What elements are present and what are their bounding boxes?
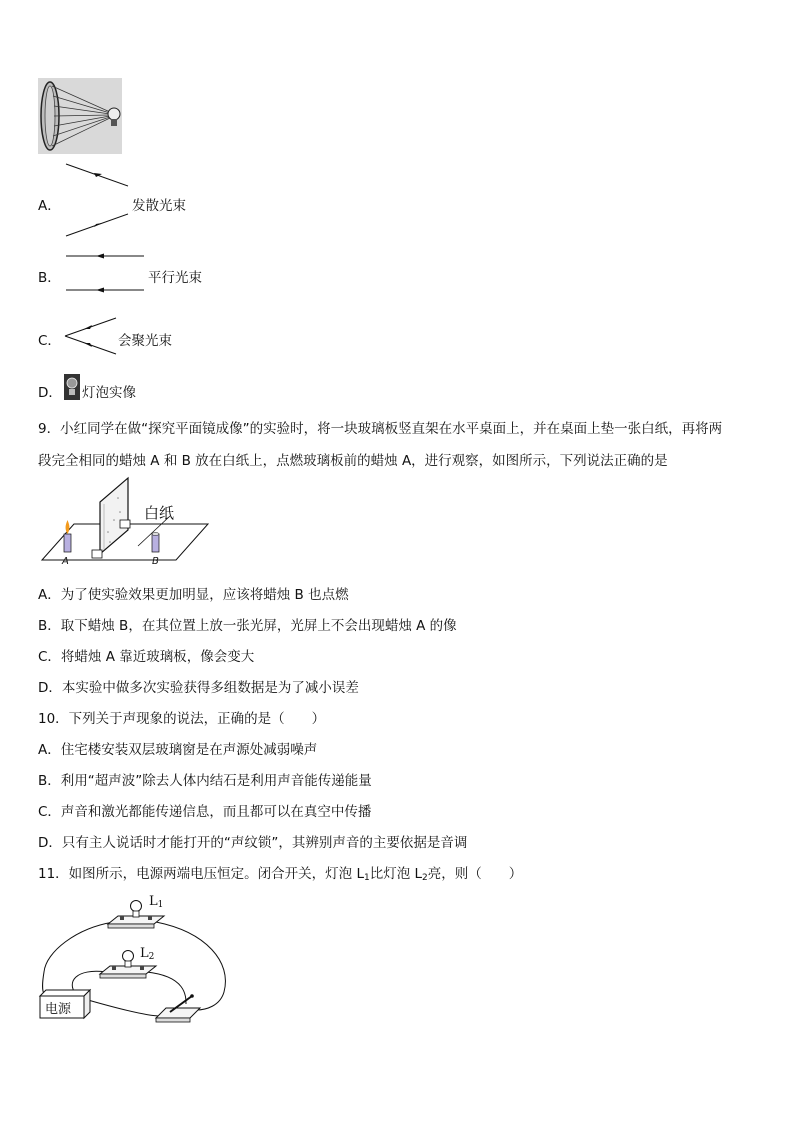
- converging-rays-diagram: [62, 316, 122, 356]
- q8-option-b-label: 平行光束: [148, 270, 202, 286]
- q11-stem-sub-1: 1: [364, 873, 370, 883]
- q9-option-c: C．将蜡烛 A 靠近玻璃板，像会变大: [38, 649, 255, 665]
- diverging-rays-diagram: [64, 162, 134, 240]
- q10-option-d: D．只有主人说话时才能打开的“声纹锁”，其辨别声音的主要依据是音调: [38, 835, 468, 851]
- q9-option-d: D．本实验中做多次实验获得多组数据是为了减小误差: [38, 680, 359, 696]
- q10-option-b: B．利用“超声波”除去人体内结石是利用声音能传递能量: [38, 773, 372, 789]
- q11-stem-middle: 比灯泡 L: [369, 866, 423, 882]
- q9-option-b: B．取下蜡烛 B，在其位置上放一张光屏，光屏上不会出现蜡烛 A 的像: [38, 618, 457, 634]
- mirror-experiment-figure: [38, 472, 248, 572]
- q8-option-a-letter: A．: [38, 198, 61, 214]
- circuit-figure: [36, 892, 236, 1026]
- bulb-image-icon: [64, 374, 80, 400]
- q9-stem-line-2: 段完全相同的蜡烛 A 和 B 放在白纸上，点燃玻璃板前的蜡烛 A，进行观察，如图所示，下列说法正确的是: [38, 453, 668, 469]
- figure-label-candle-a: A: [62, 556, 69, 567]
- q8-option-d-label: 灯泡实像: [82, 385, 136, 401]
- figure-label-l1-sub: 1: [157, 900, 164, 910]
- q10-stem: 10．下列关于声现象的说法，正确的是（ ）: [38, 711, 326, 727]
- figure-label-paper: 白纸: [144, 504, 175, 522]
- lens-bulb-figure: [38, 78, 122, 154]
- q11-stem-suffix: 亮，则（ ）: [427, 866, 523, 882]
- q11-stem-prefix: 11．如图所示，电源两端电压恒定。闭合开关，灯泡 L: [38, 866, 364, 882]
- q11-stem: [38, 862, 522, 883]
- q8-option-c-letter: C．: [38, 333, 61, 349]
- q8-option-b-letter: B．: [38, 270, 61, 286]
- figure-label-l1: [149, 894, 163, 910]
- figure-label-candle-b: B: [152, 556, 159, 567]
- q9-option-a: A．为了使实验效果更加明显，应该将蜡烛 B 也点燃: [38, 587, 349, 603]
- q10-option-c: C．声音和激光都能传递信息，而且都可以在真空中传播: [38, 804, 372, 820]
- figure-label-power: 电源: [45, 1002, 72, 1017]
- mirror-experiment-diagram: [38, 472, 248, 572]
- q8-option-c-label: 会聚光束: [118, 333, 172, 349]
- figure-label-l2: [140, 946, 154, 962]
- figure-label-l2-sub: 2: [148, 952, 155, 962]
- q10-option-a: A．住宅楼安装双层玻璃窗是在声源处减弱噪声: [38, 742, 318, 758]
- parallel-rays-diagram: [64, 250, 148, 296]
- q8-option-a-label: 发散光束: [132, 198, 186, 214]
- figure-label-l1-text: L: [149, 894, 158, 909]
- q9-stem-line-1: 9．小红同学在做“探究平面镜成像”的实验时，将一块玻璃板竖直架在水平桌面上，并在桌面上垫一张白纸，再将两: [38, 421, 723, 437]
- q11-stem-sub-2: 2: [422, 873, 428, 883]
- figure-label-l2-text: L: [140, 946, 149, 961]
- lens-bulb-illustration: [38, 78, 122, 154]
- q8-option-d-letter: D．: [38, 385, 62, 401]
